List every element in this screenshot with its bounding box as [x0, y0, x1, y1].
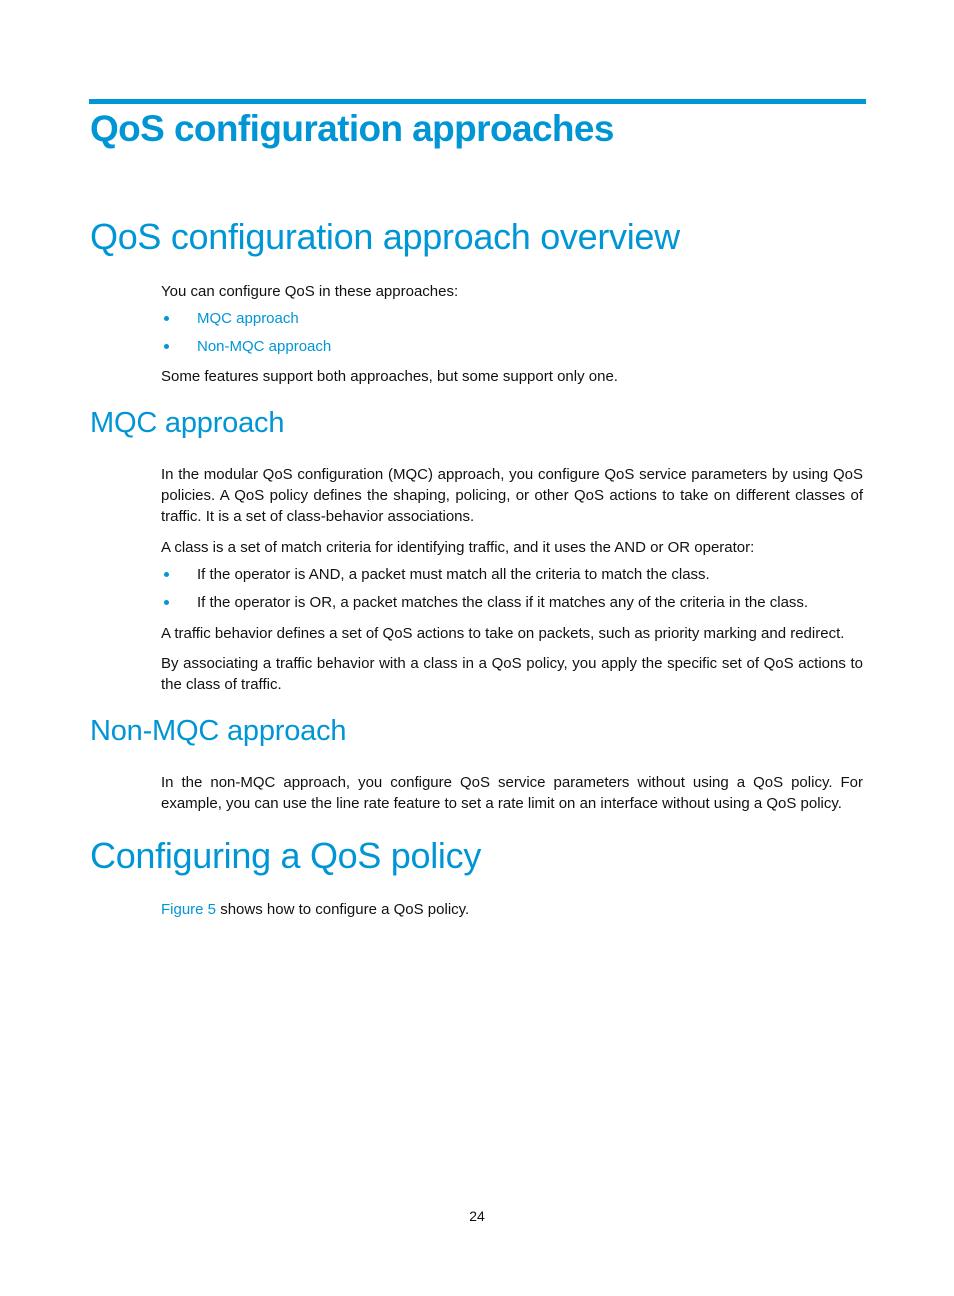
policy-paragraph [161, 899, 863, 920]
page-number: 24 [469, 1208, 485, 1224]
mqc-heading: MQC approach [90, 407, 285, 439]
bullet-icon [164, 316, 169, 321]
policy-text: shows how to configure a QoS policy. [216, 901, 470, 918]
policy-heading: Configuring a QoS policy [90, 835, 482, 876]
mqc-bullet-or: If the operator is OR, a packet matches the class if it matches any of the criteria in the class. [197, 594, 809, 611]
bullet-icon [164, 600, 169, 605]
mqc-paragraph-1: In the modular QoS configuration (MQC) approach, you configure QoS service parameters by using QoS policies. A QoS policy defines the shaping, policing, or other QoS actions to take on different classes of traffic. It is a set of class-behavior associations. [161, 466, 863, 525]
overview-intro: You can configure QoS in these approaches: [161, 283, 459, 300]
non-mqc-heading: Non-MQC approach [90, 715, 347, 747]
chapter-rule [89, 99, 866, 104]
mqc-paragraph-2: A class is a set of match criteria for identifying traffic, and it uses the AND or OR operator: [161, 539, 755, 556]
overview-heading: QoS configuration approach overview [90, 216, 680, 257]
mqc-paragraph-3: A traffic behavior defines a set of QoS actions to take on packets, such as priority marking and redirect. [161, 625, 845, 642]
bullet-icon [164, 344, 169, 349]
non-mqc-approach-link[interactable]: Non-MQC approach [197, 338, 332, 355]
bullet-icon [164, 572, 169, 577]
chapter-title: QoS configuration approaches [90, 108, 614, 149]
overview-note: Some features support both approaches, but some support only one. [161, 368, 618, 385]
non-mqc-paragraph: In the non-MQC approach, you configure QoS service parameters without using a QoS policy. For example, you can use the line rate feature to set a rate limit on an interface without using a QoS policy. [161, 774, 863, 812]
mqc-bullet-and: If the operator is AND, a packet must match all the criteria to match the class. [197, 566, 710, 583]
mqc-approach-link[interactable]: MQC approach [197, 310, 299, 327]
mqc-paragraph-4: By associating a traffic behavior with a class in a QoS policy, you apply the specific set of QoS actions to the class of traffic. [161, 655, 863, 693]
figure-5-link[interactable]: Figure 5 [161, 901, 217, 918]
